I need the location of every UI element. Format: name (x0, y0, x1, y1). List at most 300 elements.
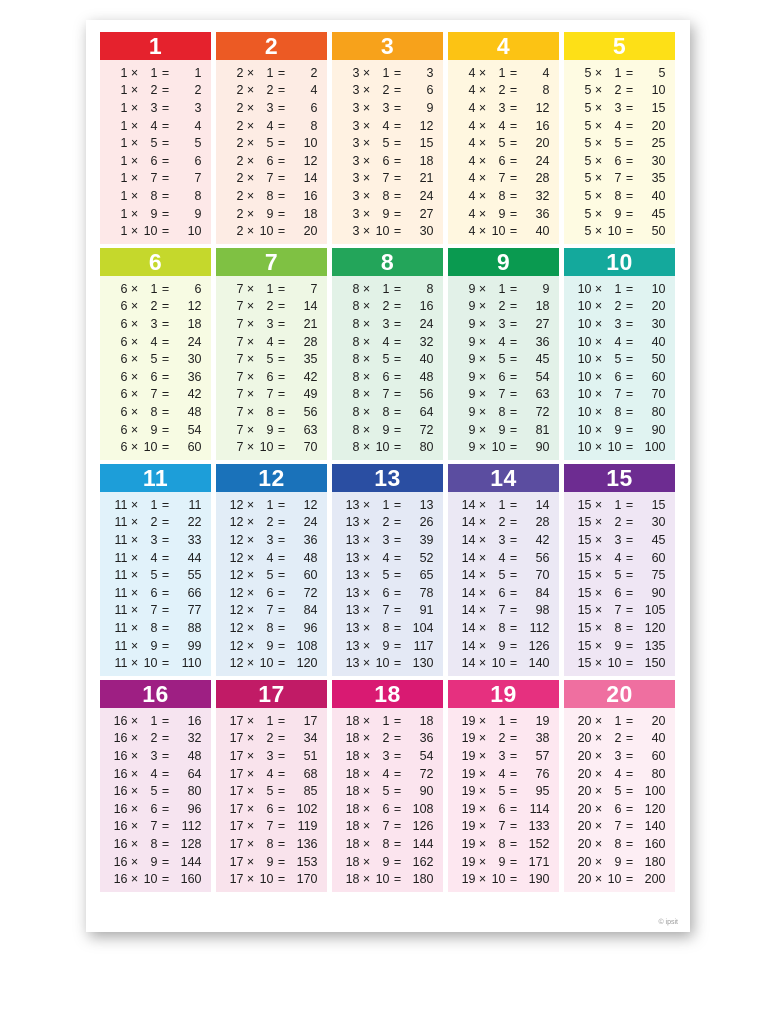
equals-sign: = (161, 387, 170, 402)
product: 32 (419, 334, 434, 349)
left-operand: 10 (577, 440, 592, 455)
equals-sign: = (277, 188, 286, 203)
equation-row (332, 765, 443, 783)
equation-row (216, 549, 327, 567)
right-operand: 10 (607, 224, 622, 239)
table-body (448, 708, 559, 892)
right-operand: 10 (143, 872, 158, 887)
equation-row (100, 654, 211, 672)
right-operand: 3 (614, 748, 622, 763)
left-operand: 9 (468, 387, 476, 402)
times-sign: × (362, 568, 371, 583)
product: 20 (651, 299, 666, 314)
equals-sign: = (161, 352, 170, 367)
left-operand: 16 (113, 766, 128, 781)
times-sign: × (478, 299, 487, 314)
equation-row (564, 368, 675, 386)
left-operand: 18 (345, 784, 360, 799)
product: 15 (651, 100, 666, 115)
equals-sign: = (161, 819, 170, 834)
right-operand: 7 (150, 387, 158, 402)
product: 70 (303, 440, 318, 455)
times-sign: × (130, 819, 139, 834)
right-operand: 6 (498, 801, 506, 816)
right-operand: 9 (614, 206, 622, 221)
left-operand: 20 (577, 766, 592, 781)
product: 91 (419, 603, 434, 618)
product: 114 (529, 801, 550, 816)
left-operand: 17 (229, 819, 244, 834)
product: 88 (187, 620, 202, 635)
right-operand: 5 (150, 136, 158, 151)
times-sign: × (362, 656, 371, 671)
times-sign: × (246, 854, 255, 869)
equals-sign: = (277, 568, 286, 583)
times-sign: × (246, 585, 255, 600)
times-sign: × (130, 620, 139, 635)
equation-row (332, 712, 443, 730)
right-operand: 8 (150, 404, 158, 419)
equation-row (448, 584, 559, 602)
right-operand: 7 (498, 603, 506, 618)
equation-row (448, 566, 559, 584)
right-operand: 10 (259, 656, 274, 671)
equation-row (100, 421, 211, 439)
right-operand: 6 (498, 369, 506, 384)
equals-sign: = (161, 515, 170, 530)
equals-sign: = (161, 100, 170, 115)
equals-sign: = (509, 872, 518, 887)
product: 3 (426, 65, 434, 80)
table-10 (564, 248, 675, 460)
left-operand: 17 (229, 748, 244, 763)
equals-sign: = (625, 515, 634, 530)
times-sign: × (478, 83, 487, 98)
equation-row (564, 747, 675, 765)
equation-row (100, 386, 211, 404)
product: 8 (310, 118, 318, 133)
times-sign: × (478, 656, 487, 671)
left-operand: 7 (236, 369, 244, 384)
times-sign: × (594, 515, 603, 530)
times-sign: × (478, 731, 487, 746)
equals-sign: = (161, 656, 170, 671)
left-operand: 16 (113, 713, 128, 728)
times-sign: × (130, 532, 139, 547)
equation-row (448, 712, 559, 730)
product: 44 (187, 550, 202, 565)
equals-sign: = (509, 854, 518, 869)
right-operand: 8 (614, 620, 622, 635)
left-operand: 20 (577, 713, 592, 728)
times-sign: × (478, 206, 487, 221)
product: 36 (303, 532, 318, 547)
times-sign: × (594, 369, 603, 384)
equals-sign: = (277, 819, 286, 834)
times-sign: × (130, 766, 139, 781)
equals-sign: = (509, 188, 518, 203)
table-header: 6 (100, 248, 211, 276)
equals-sign: = (393, 224, 402, 239)
times-sign: × (130, 854, 139, 869)
left-operand: 14 (461, 515, 476, 530)
product: 54 (535, 369, 550, 384)
right-operand: 2 (266, 731, 274, 746)
equals-sign: = (509, 65, 518, 80)
left-operand: 19 (461, 836, 476, 851)
times-sign: × (362, 188, 371, 203)
equals-sign: = (625, 65, 634, 80)
equals-sign: = (393, 404, 402, 419)
equals-sign: = (625, 603, 634, 618)
left-operand: 4 (468, 206, 476, 221)
times-sign: × (246, 334, 255, 349)
right-operand: 2 (382, 731, 390, 746)
left-operand: 11 (114, 603, 128, 618)
equation-row (100, 712, 211, 730)
right-operand: 5 (382, 136, 390, 151)
left-operand: 8 (352, 440, 360, 455)
times-sign: × (594, 766, 603, 781)
equals-sign: = (393, 603, 402, 618)
right-operand: 1 (150, 65, 158, 80)
left-operand: 13 (345, 638, 360, 653)
times-sign: × (478, 532, 487, 547)
right-operand: 1 (382, 281, 390, 296)
product: 48 (303, 550, 318, 565)
right-operand: 5 (266, 568, 274, 583)
equation-row (332, 853, 443, 871)
times-sign: × (362, 153, 371, 168)
right-operand: 9 (266, 638, 274, 653)
right-operand: 3 (382, 100, 390, 115)
times-sign: × (594, 620, 603, 635)
times-sign: × (246, 422, 255, 437)
times-sign: × (362, 515, 371, 530)
equals-sign: = (393, 440, 402, 455)
right-operand: 6 (150, 369, 158, 384)
equation-row (564, 800, 675, 818)
times-sign: × (246, 171, 255, 186)
product: 30 (419, 224, 434, 239)
product: 84 (303, 603, 318, 618)
times-sign: × (362, 854, 371, 869)
product: 63 (535, 387, 550, 402)
times-sign: × (478, 422, 487, 437)
equation-row (332, 187, 443, 205)
equation-row (332, 637, 443, 655)
times-sign: × (362, 224, 371, 239)
product: 120 (644, 801, 666, 816)
times-sign: × (130, 440, 139, 455)
equals-sign: = (161, 316, 170, 331)
times-sign: × (130, 224, 139, 239)
right-operand: 3 (150, 748, 158, 763)
equals-sign: = (393, 118, 402, 133)
product: 24 (303, 515, 318, 530)
left-operand: 15 (577, 585, 592, 600)
equals-sign: = (393, 153, 402, 168)
left-operand: 20 (577, 748, 592, 763)
times-sign: × (130, 118, 139, 133)
left-operand: 10 (577, 352, 592, 367)
equation-row (332, 333, 443, 351)
product: 180 (412, 872, 434, 887)
right-operand: 6 (614, 801, 622, 816)
right-operand: 2 (266, 299, 274, 314)
equals-sign: = (161, 585, 170, 600)
equation-row (332, 82, 443, 100)
equals-sign: = (625, 497, 634, 512)
times-sign: × (362, 731, 371, 746)
right-operand: 1 (266, 713, 274, 728)
times-sign: × (130, 100, 139, 115)
equation-row (332, 315, 443, 333)
right-operand: 4 (150, 550, 158, 565)
right-operand: 4 (266, 118, 274, 133)
equals-sign: = (277, 387, 286, 402)
right-operand: 4 (498, 766, 506, 781)
equation-row (332, 835, 443, 853)
equals-sign: = (509, 819, 518, 834)
equals-sign: = (393, 281, 402, 296)
equals-sign: = (509, 440, 518, 455)
product: 15 (651, 497, 666, 512)
left-operand: 7 (236, 299, 244, 314)
right-operand: 1 (614, 281, 622, 296)
product: 90 (651, 585, 666, 600)
right-operand: 8 (498, 836, 506, 851)
product: 18 (419, 153, 434, 168)
times-sign: × (246, 65, 255, 80)
product: 120 (296, 656, 318, 671)
right-operand: 5 (614, 784, 622, 799)
times-sign: × (246, 656, 255, 671)
equation-row (448, 152, 559, 170)
left-operand: 10 (577, 387, 592, 402)
left-operand: 17 (229, 766, 244, 781)
equals-sign: = (625, 153, 634, 168)
right-operand: 3 (498, 532, 506, 547)
table-body (564, 708, 675, 892)
times-sign: × (478, 713, 487, 728)
right-operand: 2 (498, 515, 506, 530)
equation-row (564, 584, 675, 602)
left-operand: 3 (352, 224, 360, 239)
tables-grid (100, 32, 675, 892)
left-operand: 15 (577, 656, 592, 671)
equals-sign: = (161, 188, 170, 203)
times-sign: × (130, 153, 139, 168)
times-sign: × (246, 224, 255, 239)
right-operand: 5 (266, 784, 274, 799)
times-sign: × (594, 748, 603, 763)
times-sign: × (362, 369, 371, 384)
equation-row (332, 134, 443, 152)
times-sign: × (594, 352, 603, 367)
table-header: 1 (100, 32, 211, 60)
left-operand: 6 (120, 422, 128, 437)
left-operand: 4 (468, 65, 476, 80)
equation-row (332, 117, 443, 135)
right-operand: 9 (266, 206, 274, 221)
times-sign: × (246, 387, 255, 402)
equation-row (564, 187, 675, 205)
equals-sign: = (393, 352, 402, 367)
equals-sign: = (625, 316, 634, 331)
product: 12 (187, 299, 202, 314)
times-sign: × (362, 801, 371, 816)
product: 5 (194, 136, 202, 151)
times-sign: × (594, 404, 603, 419)
equals-sign: = (393, 387, 402, 402)
equals-sign: = (509, 299, 518, 314)
product: 95 (535, 784, 550, 799)
left-operand: 14 (461, 532, 476, 547)
equals-sign: = (509, 731, 518, 746)
product: 40 (651, 731, 666, 746)
left-operand: 12 (229, 656, 244, 671)
copyright-note: © ipsit (658, 919, 678, 926)
equation-row (448, 333, 559, 351)
product: 140 (528, 656, 550, 671)
equals-sign: = (161, 136, 170, 151)
right-operand: 6 (266, 585, 274, 600)
equals-sign: = (509, 784, 518, 799)
right-operand: 8 (266, 620, 274, 635)
right-operand: 5 (382, 568, 390, 583)
right-operand: 10 (143, 440, 158, 455)
times-sign: × (362, 136, 371, 151)
left-operand: 9 (468, 404, 476, 419)
right-operand: 10 (491, 440, 506, 455)
left-operand: 7 (236, 404, 244, 419)
left-operand: 3 (352, 83, 360, 98)
equation-row (332, 99, 443, 117)
equation-row (216, 280, 327, 298)
equals-sign: = (161, 854, 170, 869)
equation-row (100, 152, 211, 170)
product: 84 (535, 585, 550, 600)
product: 144 (412, 836, 434, 851)
equation-row (216, 496, 327, 514)
table-header: 14 (448, 464, 559, 492)
right-operand: 7 (498, 171, 506, 186)
left-operand: 1 (120, 136, 128, 151)
equals-sign: = (393, 656, 402, 671)
product: 4 (310, 83, 318, 98)
equation-row (216, 765, 327, 783)
left-operand: 14 (461, 620, 476, 635)
right-operand: 7 (266, 387, 274, 402)
product: 19 (535, 713, 550, 728)
times-sign: × (246, 497, 255, 512)
left-operand: 11 (114, 532, 128, 547)
times-sign: × (594, 497, 603, 512)
equation-row (216, 333, 327, 351)
right-operand: 4 (614, 550, 622, 565)
times-sign: × (246, 819, 255, 834)
left-operand: 6 (120, 369, 128, 384)
right-operand: 7 (382, 819, 390, 834)
left-operand: 10 (577, 422, 592, 437)
table-body (216, 708, 327, 892)
times-sign: × (478, 188, 487, 203)
left-operand: 16 (113, 854, 128, 869)
times-sign: × (362, 532, 371, 547)
product: 6 (310, 100, 318, 115)
times-sign: × (362, 387, 371, 402)
equals-sign: = (393, 334, 402, 349)
product: 100 (644, 440, 666, 455)
equals-sign: = (393, 550, 402, 565)
equals-sign: = (509, 281, 518, 296)
product: 81 (535, 422, 550, 437)
right-operand: 3 (150, 532, 158, 547)
right-operand: 5 (498, 784, 506, 799)
equals-sign: = (625, 118, 634, 133)
left-operand: 15 (577, 550, 592, 565)
table-3 (332, 32, 443, 244)
product: 15 (419, 136, 434, 151)
left-operand: 7 (236, 422, 244, 437)
equation-row (216, 566, 327, 584)
times-sign: × (362, 585, 371, 600)
equation-row (332, 170, 443, 188)
equation-row (332, 152, 443, 170)
equals-sign: = (393, 872, 402, 887)
equation-row (216, 654, 327, 672)
right-operand: 4 (150, 118, 158, 133)
product: 16 (303, 188, 318, 203)
table-1 (100, 32, 211, 244)
equation-row (564, 315, 675, 333)
equals-sign: = (625, 819, 634, 834)
left-operand: 12 (229, 603, 244, 618)
right-operand: 5 (266, 352, 274, 367)
times-sign: × (594, 153, 603, 168)
left-operand: 15 (577, 515, 592, 530)
left-operand: 1 (120, 224, 128, 239)
table-header: 18 (332, 680, 443, 708)
product: 40 (651, 334, 666, 349)
times-sign: × (246, 188, 255, 203)
equation-row (332, 222, 443, 240)
product: 126 (528, 638, 550, 653)
equals-sign: = (625, 171, 634, 186)
product: 35 (303, 352, 318, 367)
product: 110 (181, 656, 202, 671)
equals-sign: = (161, 872, 170, 887)
left-operand: 19 (461, 801, 476, 816)
equation-row (216, 82, 327, 100)
right-operand: 1 (266, 65, 274, 80)
equation-row (100, 602, 211, 620)
right-operand: 3 (266, 532, 274, 547)
product: 7 (310, 281, 318, 296)
product: 120 (644, 620, 666, 635)
equation-row (332, 818, 443, 836)
right-operand: 1 (614, 713, 622, 728)
times-sign: × (130, 206, 139, 221)
times-sign: × (478, 854, 487, 869)
times-sign: × (478, 819, 487, 834)
equals-sign: = (161, 550, 170, 565)
left-operand: 2 (236, 100, 244, 115)
left-operand: 7 (236, 440, 244, 455)
equals-sign: = (277, 334, 286, 349)
equation-row (216, 584, 327, 602)
